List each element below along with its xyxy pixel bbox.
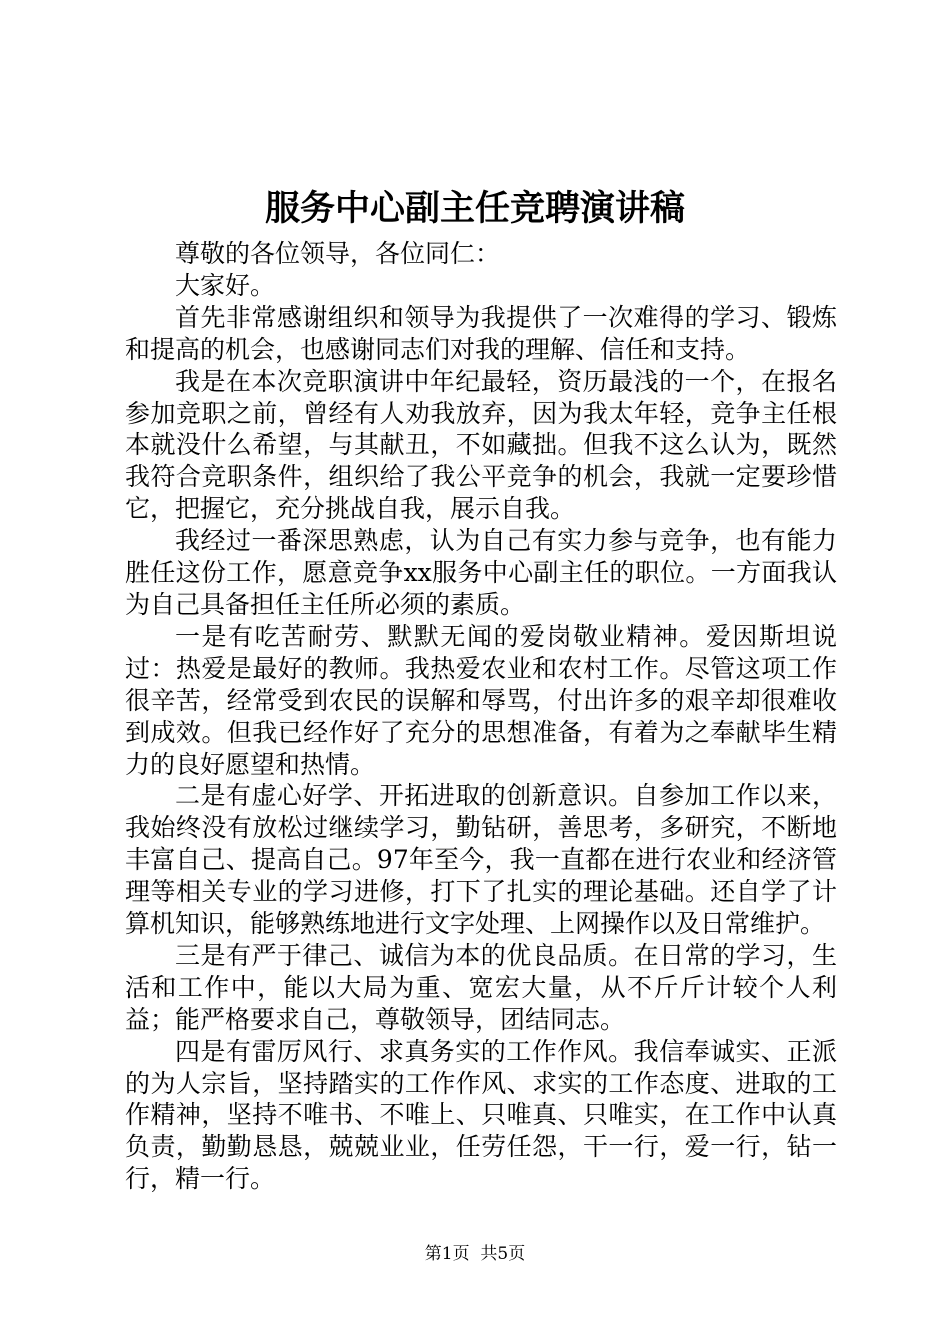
- document-title: 服务中心副主任竞聘演讲稿: [264, 188, 685, 229]
- page-footer: [0, 1242, 950, 1266]
- paragraph: 一是有吃苦耐劳、默默无闻的爱岗敬业精神。爱因斯坦说过：热爱是最好的教师。我热爱农业和农村工作。尽管这项工作很辛苦，经常受到农民的误解和辱骂，付出许多的艰辛却很难收到成效。但我已经作好了充分的思想准备，有着为之奉献毕生精力的良好愿望和热情。: [125, 621, 837, 779]
- document-body: [125, 238, 837, 1195]
- paragraph: 首先非常感谢组织和领导为我提供了一次难得的学习、锻炼和提高的机会，也感谢同志们对我的理解、信任和支持。: [125, 302, 837, 364]
- greeting: 大家好。: [175, 270, 276, 300]
- page-number: 第1页: [424, 1244, 470, 1264]
- paragraph: 我经过一番深思熟虑，认为自己有实力参与竞争，也有能力胜任这份工作，愿意竞争xx服务中心副主任的职位。一方面我认为自己具备担任主任所必须的素质。: [125, 526, 837, 619]
- paragraph: 二是有虚心好学、开拓进取的创新意识。自参加工作以来，我始终没有放松过继续学习，勤钻研，善思考，多研究，不断地丰富自己、提高自己。97年至今，我一直都在进行农业和经济管理等相关专业的学习进修，打下了扎实的理论基础。还自学了计算机知识，能够熟练地进行文字处理、上网操作以及日常维护。: [125, 781, 837, 939]
- paragraph: 四是有雷厉风行、求真务实的工作作风。我信奉诚实、正派的为人宗旨，坚持踏实的工作作风、求实的工作态度、进取的工作精神，坚持不唯书、不唯上、只唯真、只唯实，在工作中认真负责，勤勤恳恳，兢兢业业，任劳任怨，干一行，爱一行，钻一行，精一行。: [125, 1036, 837, 1194]
- salutation: 尊敬的各位领导，各位同仁：: [175, 239, 501, 268]
- page-total: 共5页: [480, 1244, 526, 1264]
- paragraph: 三是有严于律己、诚信为本的优良品质。在日常的学习，生活和工作中，能以大局为重、宽宏大量，从不斤斤计较个人利益；能严格要求自己，尊敬领导，团结同志。: [125, 940, 837, 1034]
- paragraph: 我是在本次竞职演讲中年纪最轻，资历最浅的一个，在报名参加竞职之前，曾经有人劝我放弃，因为我太年轻，竞争主任根本就没什么希望，与其献丑，不如藏拙。但我不这么认为，既然我符合竞职条件，组织给了我公平竞争的机会，我就一定要珍惜它，把握它，充分挑战自我，展示自我。: [125, 366, 837, 524]
